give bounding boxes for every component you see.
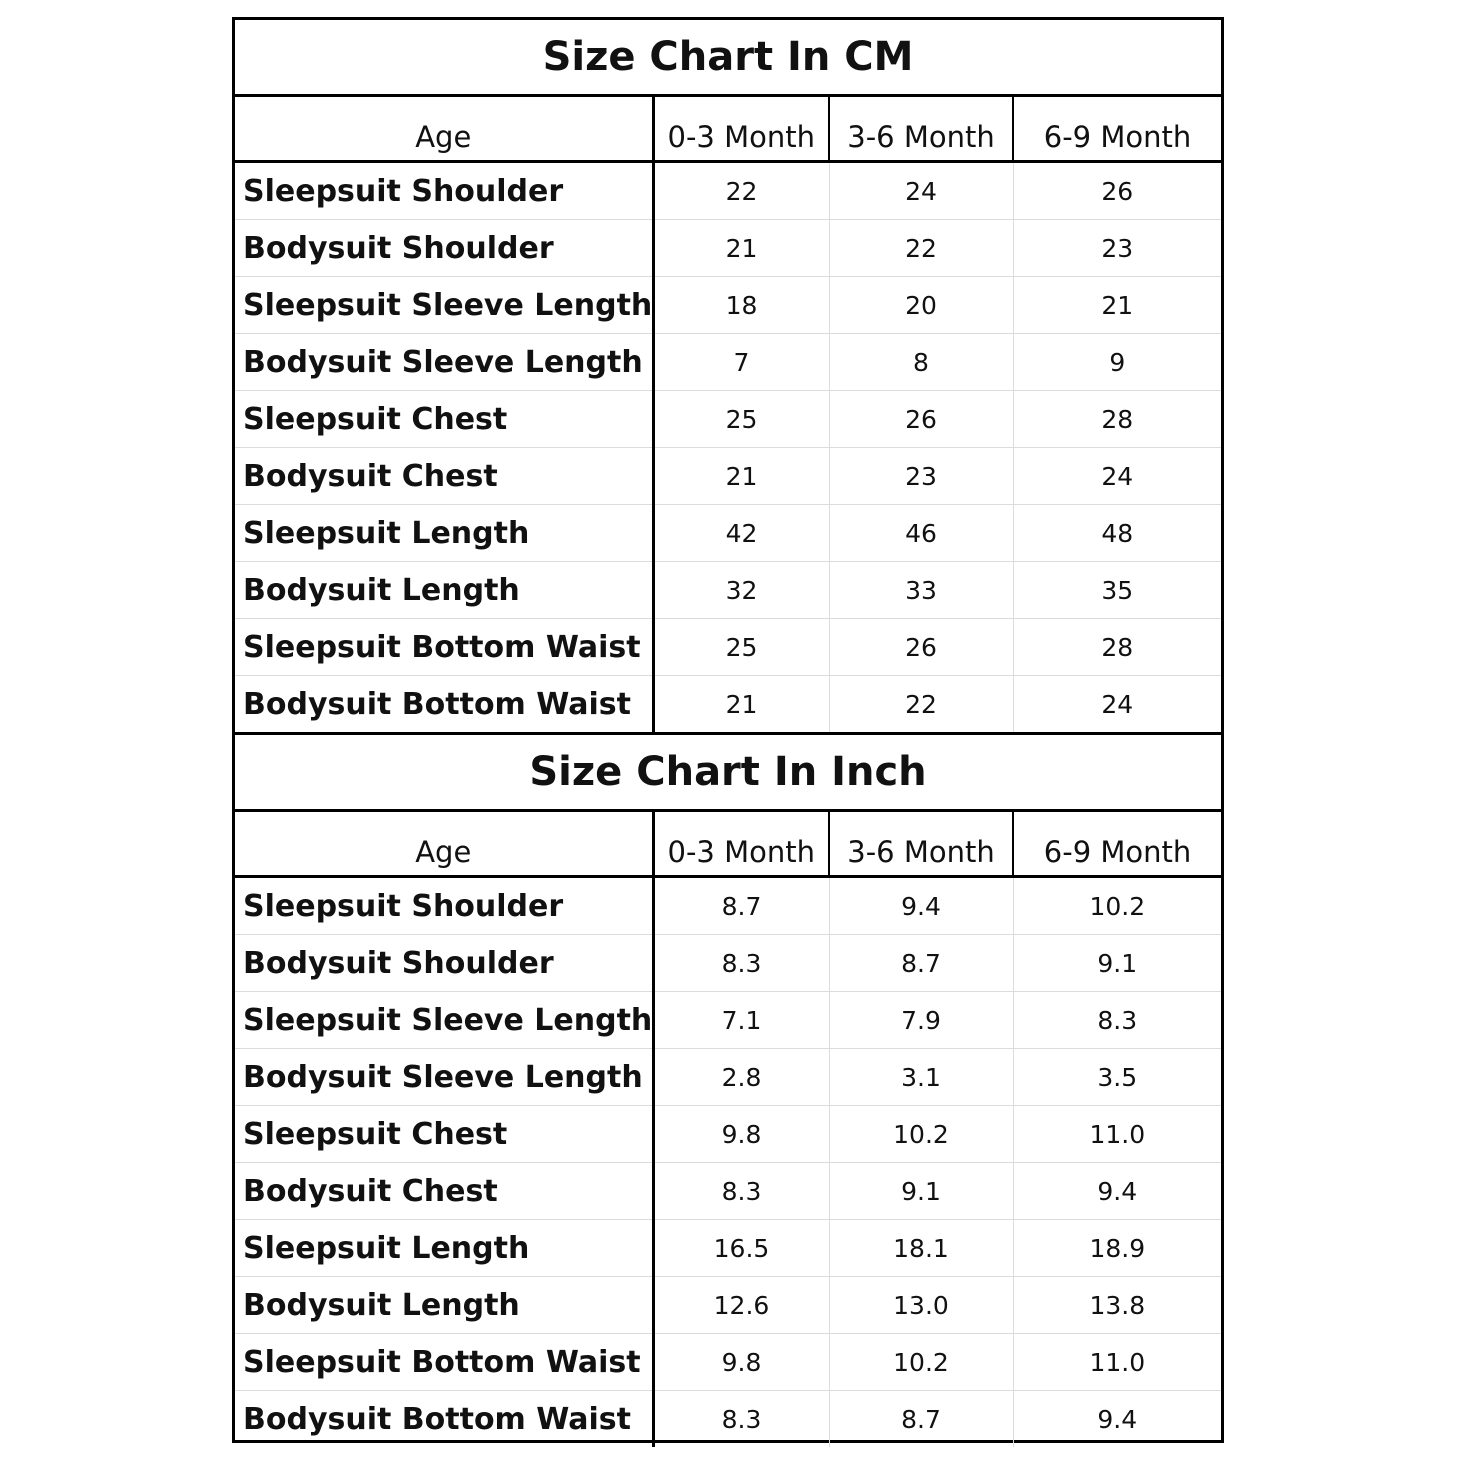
table-body bbox=[235, 877, 1221, 1448]
table-cell: 18.1 bbox=[829, 1220, 1013, 1277]
table-cell: 8.3 bbox=[653, 1163, 829, 1220]
table-cell: 16.5 bbox=[653, 1220, 829, 1277]
column-header-0-3-month: 0-3 Month bbox=[653, 811, 829, 877]
table-cell: 24 bbox=[1013, 676, 1221, 734]
table-cell: 9 bbox=[1013, 334, 1221, 391]
table-cell: 8.3 bbox=[653, 1391, 829, 1448]
table-cell: 9.1 bbox=[829, 1163, 1013, 1220]
table-cell: 8.3 bbox=[653, 935, 829, 992]
table-cell: 33 bbox=[829, 562, 1013, 619]
table-cell: 8.3 bbox=[1013, 992, 1221, 1049]
row-label: Sleepsuit Length bbox=[235, 1220, 653, 1277]
table-cell: 8.7 bbox=[829, 935, 1013, 992]
table-row bbox=[235, 1049, 1221, 1106]
table-cell: 28 bbox=[1013, 391, 1221, 448]
table-cell: 8 bbox=[829, 334, 1013, 391]
row-label: Sleepsuit Chest bbox=[235, 1106, 653, 1163]
size-chart-cm-table bbox=[235, 20, 1221, 735]
table-row bbox=[235, 162, 1221, 220]
column-header-6-9-month: 6-9 Month bbox=[1013, 811, 1221, 877]
column-header-age: Age bbox=[235, 96, 653, 162]
table-cell: 32 bbox=[653, 562, 829, 619]
table-cell: 3.1 bbox=[829, 1049, 1013, 1106]
size-chart-inch-table bbox=[235, 735, 1221, 1447]
table-cell: 26 bbox=[1013, 162, 1221, 220]
table-cell: 7.1 bbox=[653, 992, 829, 1049]
table-title-row bbox=[235, 735, 1221, 811]
table-row bbox=[235, 619, 1221, 676]
table-cell: 8.7 bbox=[829, 1391, 1013, 1448]
table-cell: 11.0 bbox=[1013, 1334, 1221, 1391]
table-title: Size Chart In Inch bbox=[235, 735, 1221, 811]
table-cell: 9.4 bbox=[829, 877, 1013, 935]
table-cell: 21 bbox=[653, 220, 829, 277]
table-cell: 9.1 bbox=[1013, 935, 1221, 992]
row-label: Bodysuit Length bbox=[235, 1277, 653, 1334]
table-cell: 48 bbox=[1013, 505, 1221, 562]
table-cell: 9.4 bbox=[1013, 1163, 1221, 1220]
table-cell: 26 bbox=[829, 391, 1013, 448]
row-label: Bodysuit Chest bbox=[235, 448, 653, 505]
row-label: Bodysuit Sleeve Length bbox=[235, 1049, 653, 1106]
column-header-6-9-month: 6-9 Month bbox=[1013, 96, 1221, 162]
table-cell: 18 bbox=[653, 277, 829, 334]
row-label: Sleepsuit Chest bbox=[235, 391, 653, 448]
table-title-row bbox=[235, 20, 1221, 96]
table-header-row bbox=[235, 811, 1221, 877]
table-cell: 7 bbox=[653, 334, 829, 391]
table-cell: 13.8 bbox=[1013, 1277, 1221, 1334]
row-label: Sleepsuit Shoulder bbox=[235, 877, 653, 935]
table-cell: 26 bbox=[829, 619, 1013, 676]
column-header-3-6-month: 3-6 Month bbox=[829, 96, 1013, 162]
row-label: Bodysuit Length bbox=[235, 562, 653, 619]
table-cell: 21 bbox=[1013, 277, 1221, 334]
row-label: Sleepsuit Sleeve Length bbox=[235, 992, 653, 1049]
table-row bbox=[235, 1334, 1221, 1391]
table-row bbox=[235, 877, 1221, 935]
table-cell: 25 bbox=[653, 619, 829, 676]
table-cell: 22 bbox=[829, 676, 1013, 734]
table-cell: 18.9 bbox=[1013, 1220, 1221, 1277]
column-header-0-3-month: 0-3 Month bbox=[653, 96, 829, 162]
row-label: Sleepsuit Bottom Waist bbox=[235, 619, 653, 676]
table-cell: 46 bbox=[829, 505, 1013, 562]
table-row bbox=[235, 220, 1221, 277]
row-label: Sleepsuit Shoulder bbox=[235, 162, 653, 220]
table-row bbox=[235, 448, 1221, 505]
table-body bbox=[235, 162, 1221, 734]
table-cell: 20 bbox=[829, 277, 1013, 334]
table-cell: 35 bbox=[1013, 562, 1221, 619]
table-cell: 3.5 bbox=[1013, 1049, 1221, 1106]
table-cell: 12.6 bbox=[653, 1277, 829, 1334]
table-cell: 11.0 bbox=[1013, 1106, 1221, 1163]
column-header-age: Age bbox=[235, 811, 653, 877]
column-header-3-6-month: 3-6 Month bbox=[829, 811, 1013, 877]
row-label: Sleepsuit Sleeve Length bbox=[235, 277, 653, 334]
row-label: Bodysuit Shoulder bbox=[235, 220, 653, 277]
row-label: Bodysuit Chest bbox=[235, 1163, 653, 1220]
size-chart-sheet bbox=[232, 17, 1224, 1443]
table-cell: 22 bbox=[829, 220, 1013, 277]
table-row bbox=[235, 935, 1221, 992]
row-label: Sleepsuit Length bbox=[235, 505, 653, 562]
table-cell: 9.8 bbox=[653, 1334, 829, 1391]
table-cell: 24 bbox=[829, 162, 1013, 220]
row-label: Bodysuit Bottom Waist bbox=[235, 1391, 653, 1448]
table-row bbox=[235, 1391, 1221, 1448]
table-row bbox=[235, 1277, 1221, 1334]
row-label: Bodysuit Sleeve Length bbox=[235, 334, 653, 391]
table-cell: 23 bbox=[829, 448, 1013, 505]
table-title: Size Chart In CM bbox=[235, 20, 1221, 96]
table-row bbox=[235, 505, 1221, 562]
table-row bbox=[235, 1220, 1221, 1277]
table-cell: 28 bbox=[1013, 619, 1221, 676]
table-row bbox=[235, 562, 1221, 619]
table-row bbox=[235, 1106, 1221, 1163]
table-cell: 2.8 bbox=[653, 1049, 829, 1106]
table-row bbox=[235, 992, 1221, 1049]
table-cell: 21 bbox=[653, 448, 829, 505]
table-cell: 22 bbox=[653, 162, 829, 220]
table-cell: 25 bbox=[653, 391, 829, 448]
table-cell: 21 bbox=[653, 676, 829, 734]
row-label: Bodysuit Shoulder bbox=[235, 935, 653, 992]
table-row bbox=[235, 676, 1221, 734]
table-cell: 24 bbox=[1013, 448, 1221, 505]
table-cell: 7.9 bbox=[829, 992, 1013, 1049]
table-cell: 10.2 bbox=[1013, 877, 1221, 935]
table-cell: 13.0 bbox=[829, 1277, 1013, 1334]
row-label: Sleepsuit Bottom Waist bbox=[235, 1334, 653, 1391]
table-row bbox=[235, 391, 1221, 448]
table-row bbox=[235, 277, 1221, 334]
table-cell: 9.4 bbox=[1097, 1404, 1138, 1434]
table-cell: 42 bbox=[653, 505, 829, 562]
table-row bbox=[235, 334, 1221, 391]
table-cell: 10.2 bbox=[829, 1106, 1013, 1163]
table-cell: 8.7 bbox=[653, 877, 829, 935]
row-label: Bodysuit Bottom Waist bbox=[235, 676, 653, 734]
table-cell: 10.2 bbox=[829, 1334, 1013, 1391]
table-cell: 9.8 bbox=[653, 1106, 829, 1163]
table-row bbox=[235, 1163, 1221, 1220]
table-cell: 23 bbox=[1013, 220, 1221, 277]
table-header-row bbox=[235, 96, 1221, 162]
